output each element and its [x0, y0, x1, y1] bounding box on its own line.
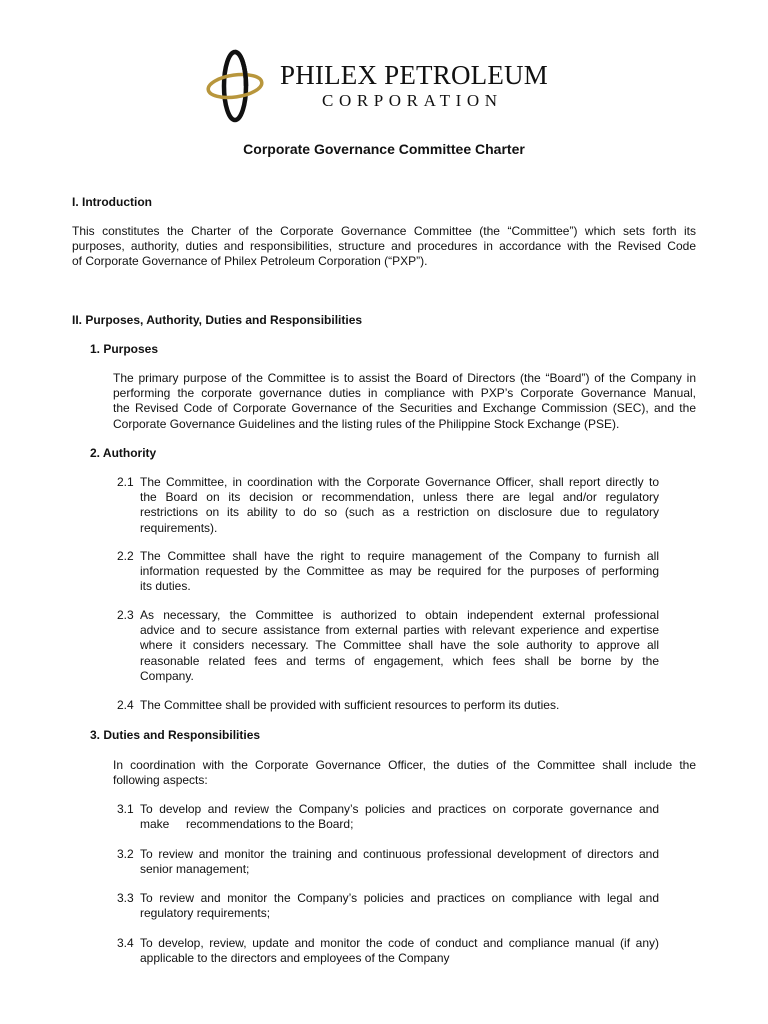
item-line: Company. — [140, 668, 194, 683]
document-title: Corporate Governance Committee Charter — [243, 141, 525, 157]
item-number: 3.2 — [117, 847, 134, 861]
logo-company-name: PHILEX PETROLEUM — [280, 60, 548, 90]
paragraph-line: Corporate Governance Guidelines and the listing rules of the Philippine Stock Exchange (PSE). — [113, 416, 620, 431]
item-line: the Board on its decision or recommendation, unless there are legal and/or regulatory — [140, 490, 659, 505]
item-text — [140, 847, 659, 877]
subsection-heading-purposes: 1. Purposes — [90, 342, 159, 356]
item-line: To develop, review, update and monitor the code of conduct and compliance manual (if any) — [140, 936, 659, 950]
paragraph-introduction — [72, 224, 696, 270]
item-text — [140, 936, 659, 966]
item-line: To review and monitor the training and continuous professional development of directors and — [140, 847, 659, 861]
item-line: reasonable related fees and terms of engagement, which fees shall be borne by the — [140, 653, 659, 668]
paragraph-line: This constitutes the Charter of the Corporate Governance Committee (the “Committee”) which sets forth its — [72, 224, 696, 238]
item-text — [140, 802, 659, 832]
orbit-emblem-icon — [205, 48, 265, 124]
paragraph-line: performing the corporate governance duties in compliance with PXP’s Corporate Governance Manual, — [113, 386, 696, 401]
item-line: To review and monitor the Company’s policies and practices on compliance with legal and — [140, 891, 659, 905]
item-line: The Committee shall have the right to require management of the Company to furnish all — [140, 549, 659, 563]
paragraph-purposes — [113, 371, 696, 432]
item-text — [140, 475, 659, 536]
item-line: regulatory requirements; — [140, 906, 271, 921]
item-line: requirements). — [140, 520, 218, 535]
item-line: senior management; — [140, 862, 250, 877]
item-line: applicable to the directors and employees of the Company — [140, 951, 450, 966]
item-number: 2.3 — [117, 608, 134, 622]
paragraph-line: The primary purpose of the Committee is to assist the Board of Directors (the “Board”) of the Company in — [113, 371, 696, 385]
item-line: As necessary, the Committee is authorized to obtain independent external professional — [140, 608, 659, 622]
paragraph-line: the Revised Code of Corporate Governance of the Securities and Exchange Commission (SEC), and the — [113, 401, 696, 416]
item-text — [140, 608, 659, 684]
paragraph-line: In coordination with the Corporate Governance Officer, the duties of the Committee shall include the — [113, 758, 696, 772]
company-logo — [205, 48, 570, 124]
item-text — [140, 698, 659, 713]
item-text — [140, 891, 659, 921]
paragraph-line: purposes, authority, duties and responsibilities, structure and procedures in accordance with the Revised Code — [72, 239, 696, 254]
item-number: 3.3 — [117, 891, 134, 905]
subsection-heading-duties: 3. Duties and Responsibilities — [90, 728, 261, 742]
subsection-heading-authority: 2. Authority — [90, 446, 157, 460]
item-line: make recommendations to the Board; — [140, 817, 354, 832]
paragraph-line: of Corporate Governance of Philex Petroleum Corporation (“PXP”). — [72, 254, 428, 269]
logo-company-subtitle: CORPORATION — [322, 91, 503, 110]
item-number: 2.1 — [117, 475, 134, 489]
item-line: advice and to secure assistance from external parties with relevant experience and expertise — [140, 623, 659, 638]
item-text — [140, 549, 659, 595]
item-line: its duties. — [140, 579, 191, 594]
item-line: The Committee, in coordination with the Corporate Governance Officer, shall report directly to — [140, 475, 659, 489]
item-number: 2.4 — [117, 698, 134, 712]
item-line: where it considers necessary. The Committee shall have the sole authority to approve all — [140, 638, 659, 653]
item-number: 3.1 — [117, 802, 134, 816]
item-line: restrictions on its ability to do so (such as a restriction on disclosure due to regulatory — [140, 505, 659, 520]
paragraph-duties-intro — [113, 758, 696, 788]
item-number: 3.4 — [117, 936, 134, 950]
item-line: To develop and review the Company’s policies and practices on corporate governance and — [140, 802, 659, 816]
paragraph-line: following aspects: — [113, 773, 208, 788]
section-heading-introduction: I. Introduction — [72, 195, 152, 209]
item-number: 2.2 — [117, 549, 134, 563]
item-line: information requested by the Committee as may be required for the purposes of performing — [140, 564, 659, 579]
item-line: The Committee shall be provided with sufficient resources to perform its duties. — [140, 698, 560, 712]
section-heading-purposes-authority: II. Purposes, Authority, Duties and Responsibilities — [72, 313, 363, 327]
